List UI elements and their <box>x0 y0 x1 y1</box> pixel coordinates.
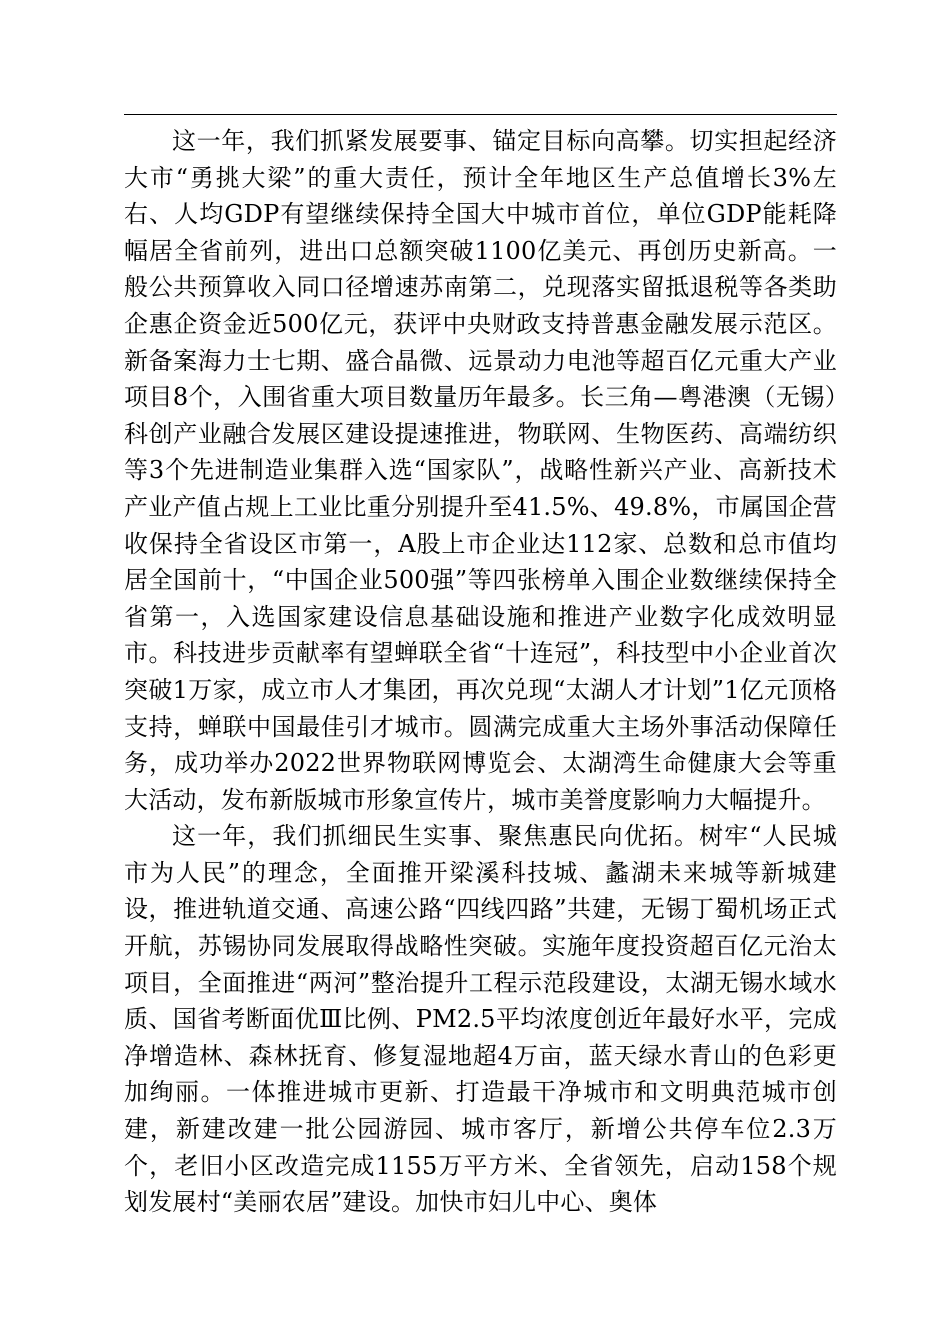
header-rule <box>124 114 837 115</box>
paragraph-livelihood: 这一年，我们抓细民生实事、聚焦惠民向优拓。树牢“人民城市为人民”的理念，全面推开梁溪科技城、蠡湖未来城等新城建设，推进轨道交通、高速公路“四线四路”共建，无锡丁蜀机场正式开航，苏锡协同发展取得战略性突破。实施年度投资超百亿元治太项目，全面推进“两河”整治提升工程示范段建设，太湖无锡水域水质、国省考断面优Ⅲ比例、PM2.5平均浓度创近年最好水平，完成净增造林、森林抚育、修复湿地超4万亩，蓝天绿水青山的色彩更加绚丽。一体推进城市更新、打造最干净城市和文明典范城市创建，新建改建一批公园游园、城市客厅，新增公共停车位2.3万个，老旧小区改造完成1155万平方米、全省领先，启动158个规划发展村“美丽农居”建设。加快市妇儿中心、奥体 <box>124 822 837 1217</box>
paragraph-economy: 这一年，我们抓紧发展要事、锚定目标向高攀。切实担起经济大市“勇挑大梁”的重大责任，预计全年地区生产总值增长3%左右、人均GDP有望继续保持全国大中城市首位，单位GDP能耗降幅居全省前列，进出口总额突破1100亿美元、再创历史新高。一般公共预算收入同口径增速苏南第二，兑现落实留抵退税等各类助企惠企资金近500亿元，获评中央财政支持普惠金融发展示范区。新备案海力士七期、盛合晶微、远景动力电池等超百亿元重大产业项目8个，入围省重大项目数量历年最多。长三角—粤港澳（无锡）科创产业融合发展区建设提速推进，物联网、生物医药、高端纺织等3个先进制造业集群入选“国家队”，战略性新兴产业、高新技术产业产值占规上工业比重分别提升至41.5%、49.8%，市属国企营收保持全省设区市第一，A股上市企业达112家、总数和总市值均居全国前十，“中国企业500强”等四张榜单入围企业数继续保持全省第一，入选国家建设信息基础设施和推进产业数字化成效明显市。科技进步贡献率有望蝉联全省“十连冠”，科技型中小企业首次突破1万家，成立市人才集团，再次兑现“太湖人才计划”1亿元顶格支持，蝉联中国最佳引才城市。圆满完成重大主场外事活动保障任务，成功举办2022世界物联网博览会、太湖湾生命健康大会等重大活动，发布新版城市形象宣传片，城市美誉度影响力大幅提升。 <box>124 127 837 814</box>
document-body <box>124 123 837 1221</box>
